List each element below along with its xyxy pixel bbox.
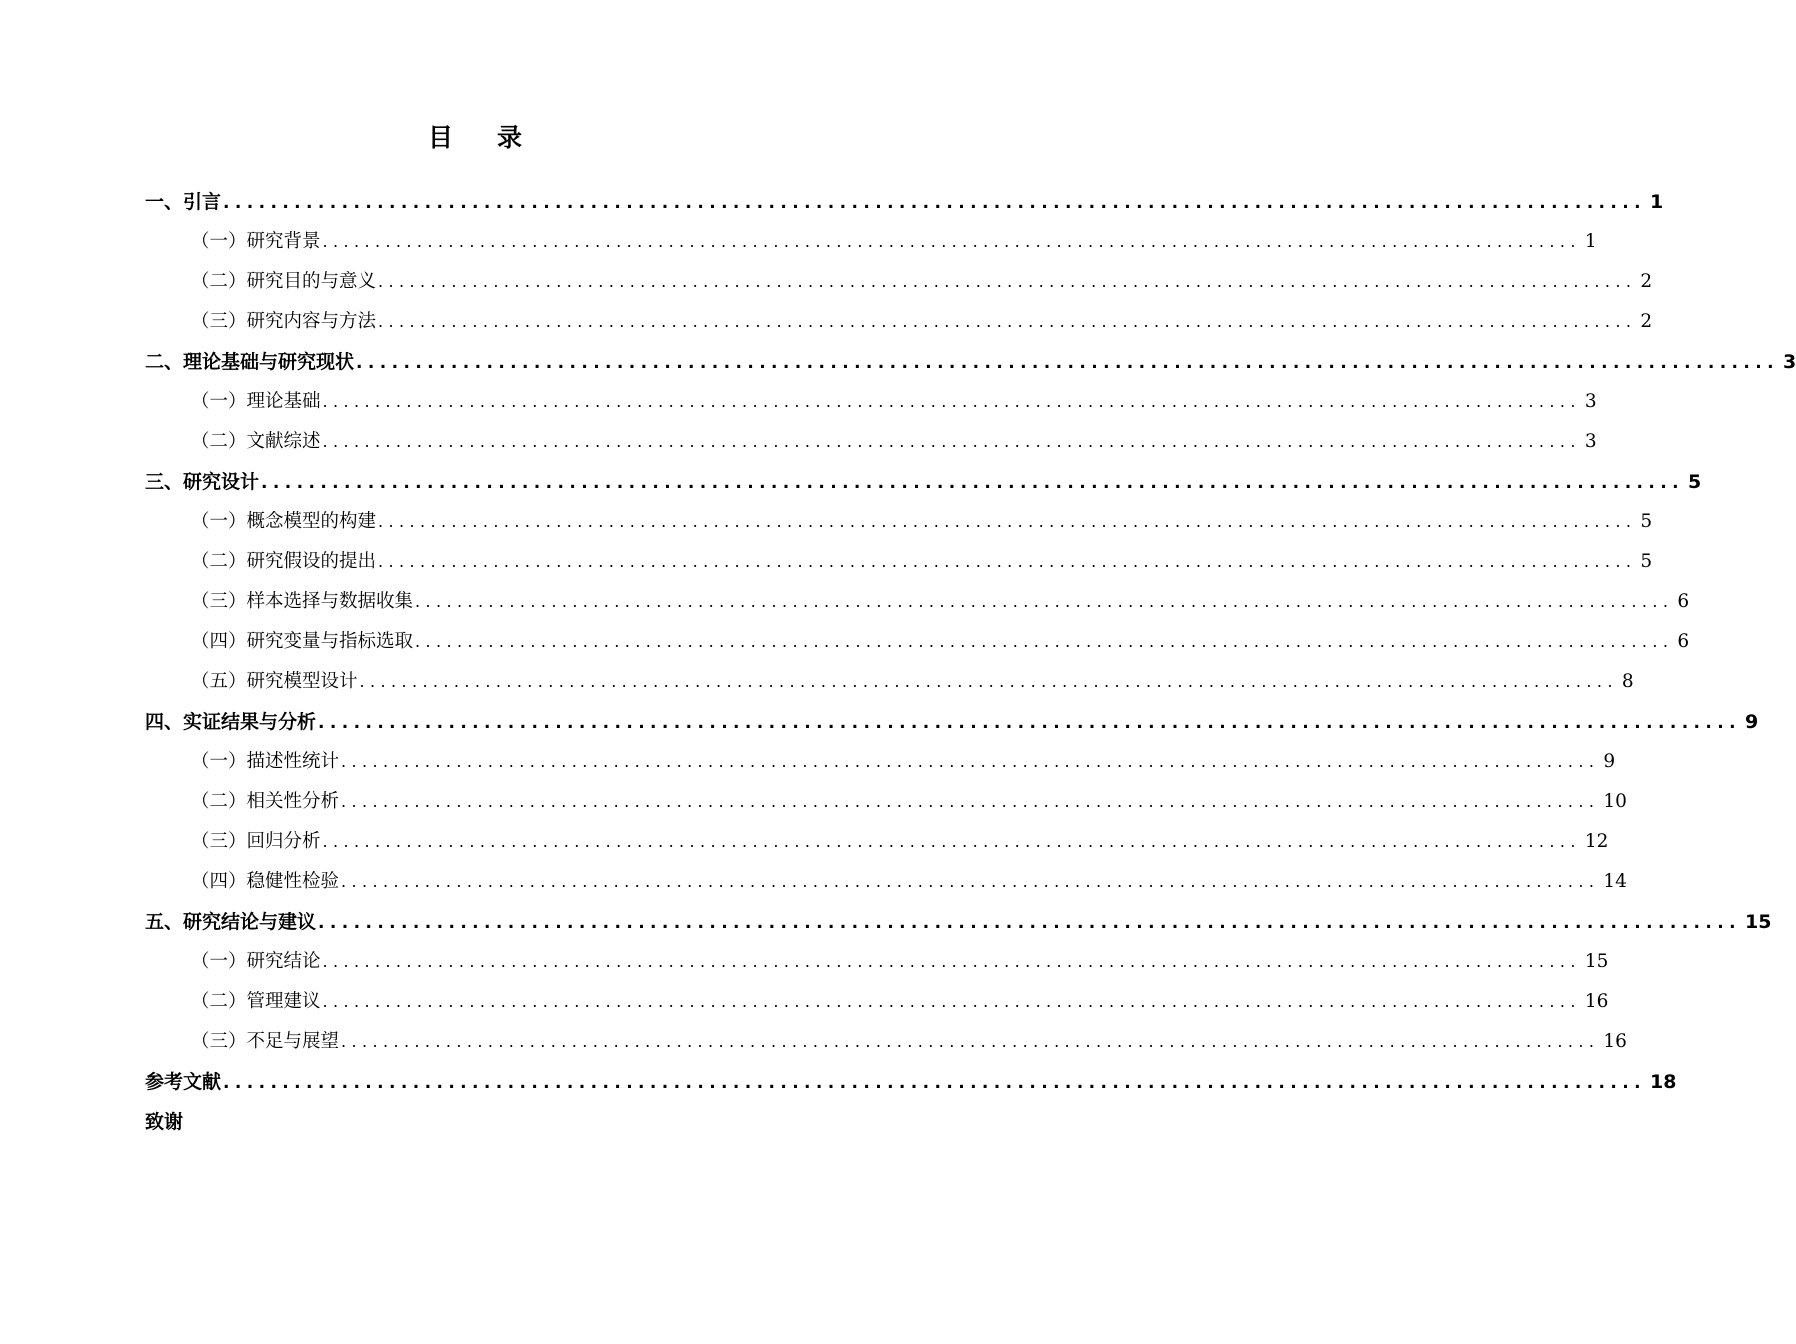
dot-leader: ........................................................................................................................ bbox=[322, 952, 1581, 971]
toc-entry-title: 样本选择与数据收集 bbox=[246, 591, 414, 612]
toc-entry-number: （二） bbox=[191, 431, 247, 452]
toc-entry-title: 不足与展望 bbox=[246, 1031, 340, 1052]
toc-entry-page-number: 3 bbox=[1783, 351, 1796, 373]
toc-entry-title: 描述性统计 bbox=[246, 751, 340, 772]
toc-entry-number: （一） bbox=[191, 511, 247, 532]
toc-entry-title: 研究背景 bbox=[246, 231, 321, 252]
dot-leader: ........................................................................................................................ bbox=[322, 432, 1581, 451]
dot-leader: ........................................................................................................................ bbox=[261, 473, 1684, 493]
toc-entry-number: （三） bbox=[191, 591, 247, 612]
toc-entry-page-number: 5 bbox=[1688, 471, 1702, 493]
toc-list bbox=[145, 182, 1796, 1142]
toc-entry-section[interactable] bbox=[145, 662, 1634, 702]
dot-leader: ........................................................................................................................ bbox=[341, 872, 1600, 891]
toc-entry-title: 理论基础与研究现状 bbox=[183, 351, 355, 373]
dot-leader: ........................................................................................................................ bbox=[318, 913, 1741, 933]
toc-entry-section[interactable] bbox=[145, 1022, 1627, 1062]
toc-entry-number: 四、 bbox=[145, 711, 184, 733]
dot-leader: ........................................................................................................................ bbox=[223, 193, 1646, 213]
toc-entry-title: 回归分析 bbox=[246, 831, 321, 852]
toc-title-char-1: 目 bbox=[427, 123, 453, 152]
toc-entry-section[interactable] bbox=[145, 822, 1609, 862]
toc-entry-title: 研究内容与方法 bbox=[246, 311, 377, 332]
toc-entry-title: 研究目的与意义 bbox=[246, 271, 377, 292]
toc-entry-title: 文献综述 bbox=[246, 431, 321, 452]
dot-leader: ........................................................................................................................ bbox=[356, 353, 1779, 373]
toc-entry-title: 概念模型的构建 bbox=[246, 511, 377, 532]
toc-entry-number: （三） bbox=[191, 311, 247, 332]
dot-leader: ........................................................................................................................ bbox=[378, 312, 1637, 331]
dot-leader: ........................................................................................................................ bbox=[378, 552, 1637, 571]
toc-entry-page-number: 6 bbox=[1677, 631, 1690, 652]
toc-entry-chapter[interactable] bbox=[145, 1102, 807, 1142]
toc-entry-number: （二） bbox=[191, 551, 247, 572]
toc-entry-page-number: 3 bbox=[1584, 431, 1597, 452]
dot-leader: ........................................................................................................................ bbox=[318, 713, 1741, 733]
toc-entry-section[interactable] bbox=[145, 542, 1653, 582]
toc-entry-chapter[interactable] bbox=[145, 702, 1759, 742]
toc-entry-title: 稳健性检验 bbox=[246, 871, 340, 892]
toc-entry-page-number: 9 bbox=[1603, 751, 1616, 772]
toc-entry-page-number: 14 bbox=[1603, 871, 1627, 892]
toc-entry-number: （三） bbox=[191, 1031, 247, 1052]
toc-entry-page-number: 9 bbox=[1745, 711, 1759, 733]
dot-leader: ........................................................................................................................ bbox=[415, 592, 1674, 611]
dot-leader: ........................................................................................................................ bbox=[322, 992, 1581, 1011]
toc-entry-number: （二） bbox=[191, 271, 247, 292]
toc-title bbox=[0, 118, 950, 154]
dot-leader: ........................................................................................................................ bbox=[322, 232, 1581, 251]
dot-leader: ........................................................................................................................ bbox=[223, 1073, 1646, 1093]
toc-entry-chapter[interactable] bbox=[145, 462, 1702, 502]
toc-entry-page-number: 2 bbox=[1640, 271, 1653, 292]
toc-entry-page-number: 18 bbox=[1649, 1071, 1677, 1093]
dot-leader: ........................................................................................................................ bbox=[341, 752, 1600, 771]
toc-entry-title: 研究模型设计 bbox=[246, 671, 358, 692]
toc-entry-title: 实证结果与分析 bbox=[183, 711, 317, 733]
toc-entry-section[interactable] bbox=[145, 862, 1627, 902]
toc-entry-section[interactable] bbox=[145, 982, 1609, 1022]
toc-entry-number: 五、 bbox=[145, 911, 184, 933]
toc-entry-section[interactable] bbox=[145, 302, 1653, 342]
dot-leader: ........................................................................................................................ bbox=[359, 672, 1618, 691]
toc-entry-section[interactable] bbox=[145, 942, 1609, 982]
toc-entry-section[interactable] bbox=[145, 742, 1616, 782]
toc-entry-chapter[interactable] bbox=[145, 182, 1664, 222]
toc-entry-page-number: 15 bbox=[1584, 951, 1609, 972]
toc-entry-number: （二） bbox=[191, 991, 247, 1012]
toc-entry-chapter[interactable] bbox=[145, 342, 1796, 382]
toc-entry-title: 引言 bbox=[183, 191, 222, 213]
toc-entry-number: （四） bbox=[191, 871, 247, 892]
dot-leader: ........................................................................................................................ bbox=[415, 632, 1674, 651]
toc-entry-page-number: 5 bbox=[1640, 511, 1653, 532]
toc-entry-section[interactable] bbox=[145, 422, 1597, 462]
toc-entry-section[interactable] bbox=[145, 782, 1627, 822]
toc-entry-number: （四） bbox=[191, 631, 247, 652]
dot-leader: ........................................................................................................................ bbox=[341, 792, 1600, 811]
toc-entry-title: 参考文献 bbox=[145, 1071, 222, 1093]
dot-leader: ........................................................................................................................ bbox=[322, 392, 1581, 411]
toc-entry-chapter[interactable] bbox=[145, 902, 1772, 942]
toc-entry-title: 相关性分析 bbox=[246, 791, 340, 812]
toc-entry-number: （二） bbox=[191, 791, 247, 812]
toc-entry-number: 二、 bbox=[145, 351, 184, 373]
toc-entry-title: 研究假设的提出 bbox=[246, 551, 377, 572]
toc-entry-section[interactable] bbox=[145, 382, 1597, 422]
toc-entry-page-number: 6 bbox=[1677, 591, 1690, 612]
toc-entry-page-number: 16 bbox=[1584, 991, 1609, 1012]
dot-leader: ........................................................................................................................ bbox=[322, 832, 1581, 851]
toc-entry-title: 管理建议 bbox=[246, 991, 321, 1012]
toc-entry-title: 研究结论 bbox=[246, 951, 321, 972]
toc-entry-number: （一） bbox=[191, 751, 247, 772]
toc-entry-page-number: 8 bbox=[1621, 671, 1634, 692]
toc-entry-page-number: 1 bbox=[1650, 191, 1664, 213]
toc-entry-section[interactable] bbox=[145, 262, 1653, 302]
toc-entry-page-number: 5 bbox=[1640, 551, 1653, 572]
toc-entry-section[interactable] bbox=[145, 502, 1653, 542]
toc-entry-title: 研究设计 bbox=[183, 471, 260, 493]
toc-entry-number: （一） bbox=[191, 391, 247, 412]
toc-entry-page-number: 1 bbox=[1584, 231, 1597, 252]
toc-entry-number: 一、 bbox=[145, 191, 184, 213]
toc-entry-number: （三） bbox=[191, 831, 247, 852]
dot-leader: ........................................................................................................................ bbox=[341, 1032, 1600, 1051]
toc-entry-number: （一） bbox=[191, 951, 247, 972]
toc-entry-title: 研究变量与指标选取 bbox=[246, 631, 414, 652]
toc-entry-page-number: 2 bbox=[1640, 311, 1653, 332]
toc-entry-section[interactable] bbox=[145, 622, 1690, 662]
toc-entry-page-number: 12 bbox=[1584, 831, 1609, 852]
toc-entry-page-number: 3 bbox=[1584, 391, 1597, 412]
toc-entry-section[interactable] bbox=[145, 222, 1597, 262]
toc-entry-number: （一） bbox=[191, 231, 247, 252]
dot-leader: ........................................................................................................................ bbox=[378, 512, 1637, 531]
toc-entry-number: 三、 bbox=[145, 471, 184, 493]
toc-entry-page-number: 10 bbox=[1603, 791, 1627, 812]
toc-entry-page-number: 15 bbox=[1745, 911, 1772, 933]
dot-leader: ........................................................................................................................ bbox=[378, 272, 1637, 291]
toc-entry-title: 理论基础 bbox=[246, 391, 321, 412]
toc-title-char-2: 录 bbox=[497, 123, 523, 152]
toc-entry-section[interactable] bbox=[145, 582, 1690, 622]
toc-entry-title: 研究结论与建议 bbox=[183, 911, 317, 933]
toc-entry-title: 致谢 bbox=[145, 1111, 184, 1133]
toc-entry-chapter[interactable] bbox=[145, 1062, 1677, 1102]
toc-entry-page-number: 16 bbox=[1603, 1031, 1627, 1052]
toc-entry-number: （五） bbox=[191, 671, 247, 692]
